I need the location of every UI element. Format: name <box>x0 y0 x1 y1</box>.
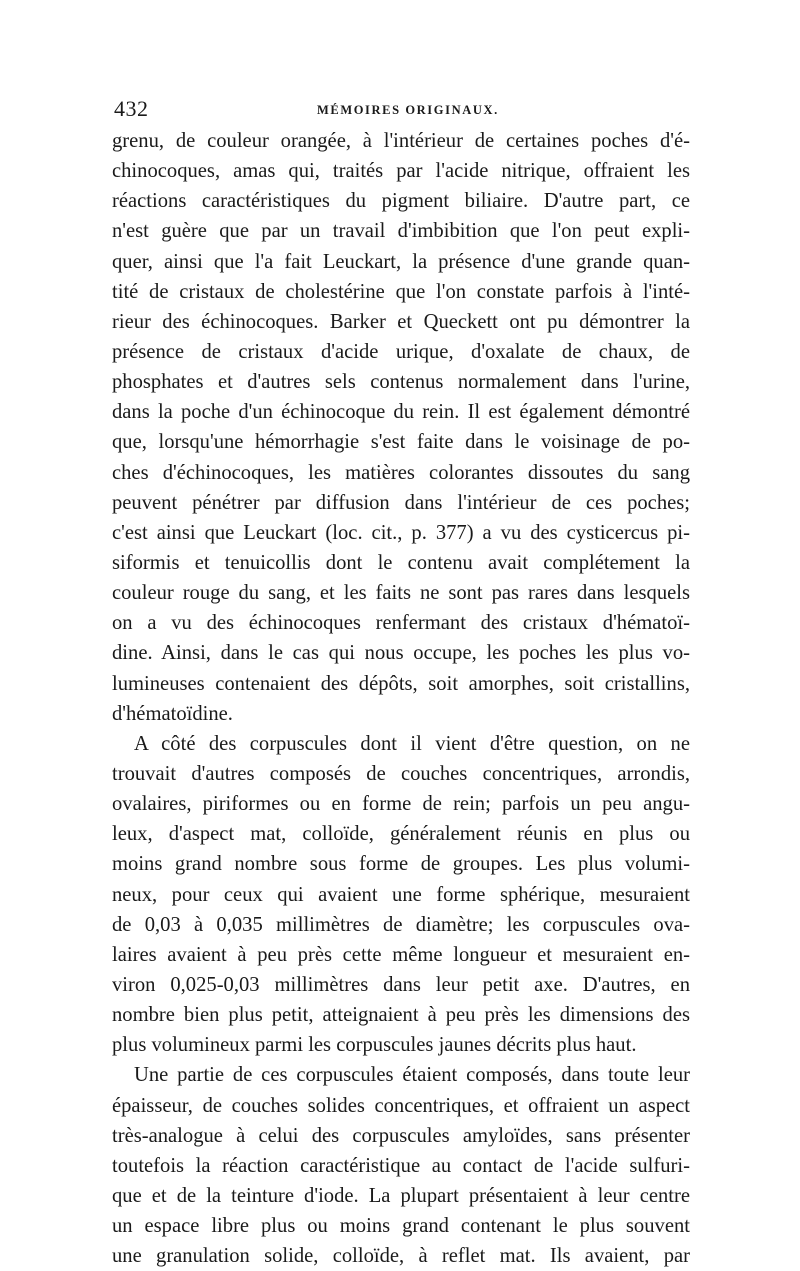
text-line: viron 0,025-0,03 millimètres dans leur petit axe. D'autres, en <box>112 973 690 996</box>
text-line: Une partie de ces corpuscules étaient composés, dans toute leur <box>134 1064 690 1087</box>
text-line: peuvent pénétrer par diffusion dans l'intérieur de ces poches; <box>112 491 690 514</box>
text-line: laires avaient à peu près cette même longueur et mesuraient en- <box>112 943 690 966</box>
text-line: très-analogue à celui des corpuscules amyloïdes, sans présenter <box>112 1124 690 1147</box>
text-line: on a vu des échinocoques renfermant des cristaux d'hématoï- <box>112 612 690 635</box>
text-line: plus volumineux parmi les corpuscules jaunes décrits plus haut. <box>112 1034 637 1057</box>
text-line: réactions caractéristiques du pigment biliaire. D'autre part, ce <box>112 190 690 213</box>
text-line: couleur rouge du sang, et les faits ne sont pas rares dans lesquels <box>112 582 690 605</box>
text-line: tité de cristaux de cholestérine que l'on constate parfois à l'inté- <box>112 280 690 303</box>
text-line: présence de cristaux d'acide urique, d'oxalate de chaux, de <box>112 340 690 363</box>
text-line: ches d'échinocoques, les matières colorantes dissoutes du sang <box>112 461 690 484</box>
text-line: dans la poche d'un échinocoque du rein. Il est également démontré <box>112 401 690 424</box>
page-number: 432 <box>114 96 149 121</box>
text-line: une granulation solide, colloïde, à reflet mat. Ils avaient, par <box>112 1245 690 1268</box>
text-line: moins grand nombre sous forme de groupes. Les plus volumi- <box>112 853 690 876</box>
text-line: d'hématoïdine. <box>112 702 233 725</box>
running-title: MÉMOIRES ORIGINAUX. <box>317 103 499 117</box>
text-line: épaisseur, de couches solides concentriques, et offraient un aspect <box>112 1094 690 1117</box>
text-line: chinocoques, amas qui, traités par l'acide nitrique, offraient les <box>112 160 690 183</box>
text-line: dine. Ainsi, dans le cas qui nous occupe, les poches les plus vo- <box>112 642 690 665</box>
text-line: A côté des corpuscules dont il vient d'être question, on ne <box>134 732 690 755</box>
text-line: un espace libre plus ou moins grand contenant le plus souvent <box>112 1215 690 1238</box>
text-line: phosphates et d'autres sels contenus normalement dans l'urine, <box>112 371 690 394</box>
text-line: lumineuses contenaient des dépôts, soit amorphes, soit cristallins, <box>112 672 690 695</box>
text-line: neux, pour ceux qui avaient une forme sphérique, mesuraient <box>112 883 690 906</box>
text-line: quer, ainsi que l'a fait Leuckart, la présence d'une grande quan- <box>112 250 690 273</box>
text-line: ovalaires, piriformes ou en forme de rein; parfois un peu angu- <box>112 793 690 816</box>
text-line: n'est guère que par un travail d'imbibition que l'on peut expli- <box>112 220 690 243</box>
text-line: que, lorsqu'une hémorrhagie s'est faite dans le voisinage de po- <box>112 431 690 454</box>
text-line: grenu, de couleur orangée, à l'intérieur de certaines poches d'é- <box>112 130 690 152</box>
text-line: de 0,03 à 0,035 millimètres de diamètre; les corpuscules ova- <box>112 913 690 936</box>
page-header <box>112 96 690 124</box>
text-line: c'est ainsi que Leuckart (loc. cit., p. 377) a vu des cysticercus pi- <box>112 521 690 544</box>
text-line: rieur des échinocoques. Barker et Queckett ont pu démontrer la <box>112 310 690 333</box>
text-line: leux, d'aspect mat, colloïde, généralement réunis en plus ou <box>112 823 690 846</box>
body-text <box>112 126 690 1271</box>
text-line: trouvait d'autres composés de couches concentriques, arrondis, <box>112 762 690 785</box>
document-page <box>112 96 690 1271</box>
text-line: nombre bien plus petit, atteignaient à peu près les dimensions des <box>112 1004 690 1027</box>
text-line: que et de la teinture d'iode. La plupart présentaient à leur centre <box>112 1184 690 1207</box>
text-line: siformis et tenuicollis dont le contenu avait complétement la <box>112 551 690 574</box>
text-line: toutefois la réaction caractéristique au contact de l'acide sulfuri- <box>112 1154 690 1177</box>
